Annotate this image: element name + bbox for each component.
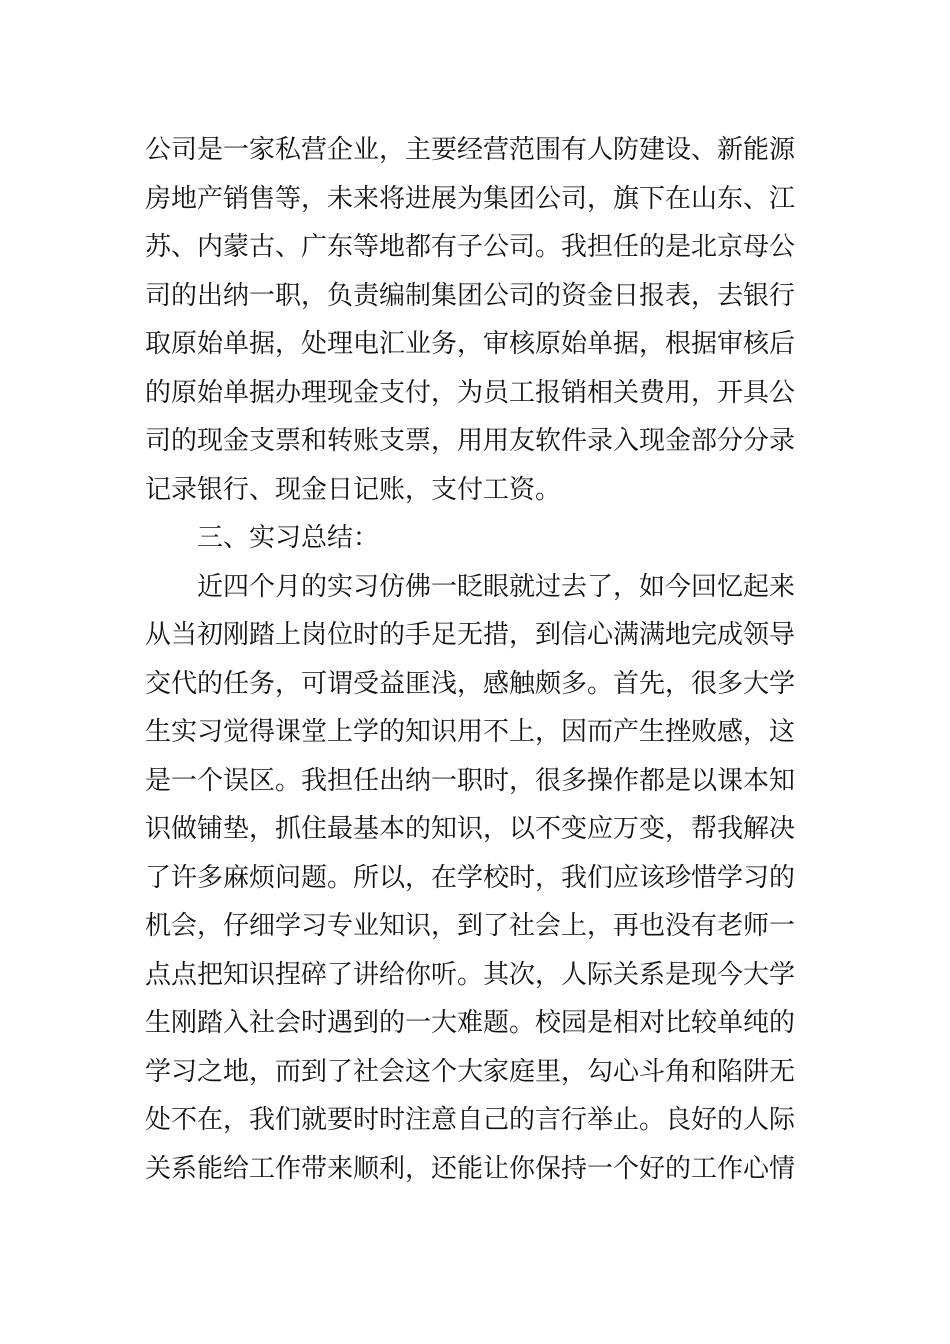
text-line: 处不在，我们就要时时注意自己的言行举止。良好的人际 [145, 1105, 796, 1135]
text-line: 取原始单据，处理电汇业务，审核原始单据，根据审核后 [145, 329, 796, 359]
text-line: 苏、内蒙古、广东等地都有子公司。我担任的是北京母公 [145, 232, 796, 262]
text-line: 交代的任务，可谓受益匪浅，感触颇多。首先，很多大学 [145, 668, 796, 699]
text-line: 司的现金支票和转账支票，用用友软件录入现金部分分录 [145, 426, 796, 456]
text-line: 房地产销售等，未来将进展为集团公司，旗下在山东、江 [145, 183, 796, 214]
paragraph-internship-summary [145, 563, 815, 1194]
text-line: 公司是一家私营企业，主要经营范围有人防建设、新能源 [145, 135, 796, 165]
text-line: 了许多麻烦问题。所以，在学校时，我们应该珍惜学习的 [145, 862, 796, 893]
text-line: 学习之地，而到了社会这个大家庭里，勾心斗角和陷阱无 [145, 1056, 796, 1087]
text-line: 近四个月的实习仿佛一眨眼就过去了，如今回忆起来 [197, 571, 796, 602]
text-line: 关系能给工作带来顺利，还能让你保持一个好的工作心情 [145, 1153, 796, 1184]
text-line: 从当初刚踏上岗位时的手足无措，到信心满满地完成领导 [145, 620, 796, 650]
text-line: 记录银行、现金日记账，支付工资。 [145, 474, 562, 505]
text-line: 生实习觉得课堂上学的知识用不上，因而产生挫败感，这 [145, 717, 796, 747]
text-line: 是一个误区。我担任出纳一职时，很多操作都是以课本知 [145, 765, 796, 796]
section-heading: 三、实习总结： [197, 523, 380, 553]
paragraph-company-description [145, 126, 815, 514]
document-body [145, 126, 815, 1193]
text-line: 的原始单据办理现金支付，为员工报销相关费用，开具公 [145, 377, 796, 408]
text-line: 生刚踏入社会时遇到的一大难题。校园是相对比较单纯的 [145, 1008, 796, 1038]
text-line: 识做铺垫，抓住最基本的知识，以不变应万变，帮我解决 [145, 814, 796, 844]
text-line: 点点把知识捏碎了讲给你听。其次，人际关系是现今大学 [145, 959, 796, 990]
text-line: 机会，仔细学习专业知识，到了社会上，再也没有老师一 [145, 911, 796, 941]
text-line: 司的出纳一职，负责编制集团公司的资金日报表，去银行 [145, 280, 796, 311]
